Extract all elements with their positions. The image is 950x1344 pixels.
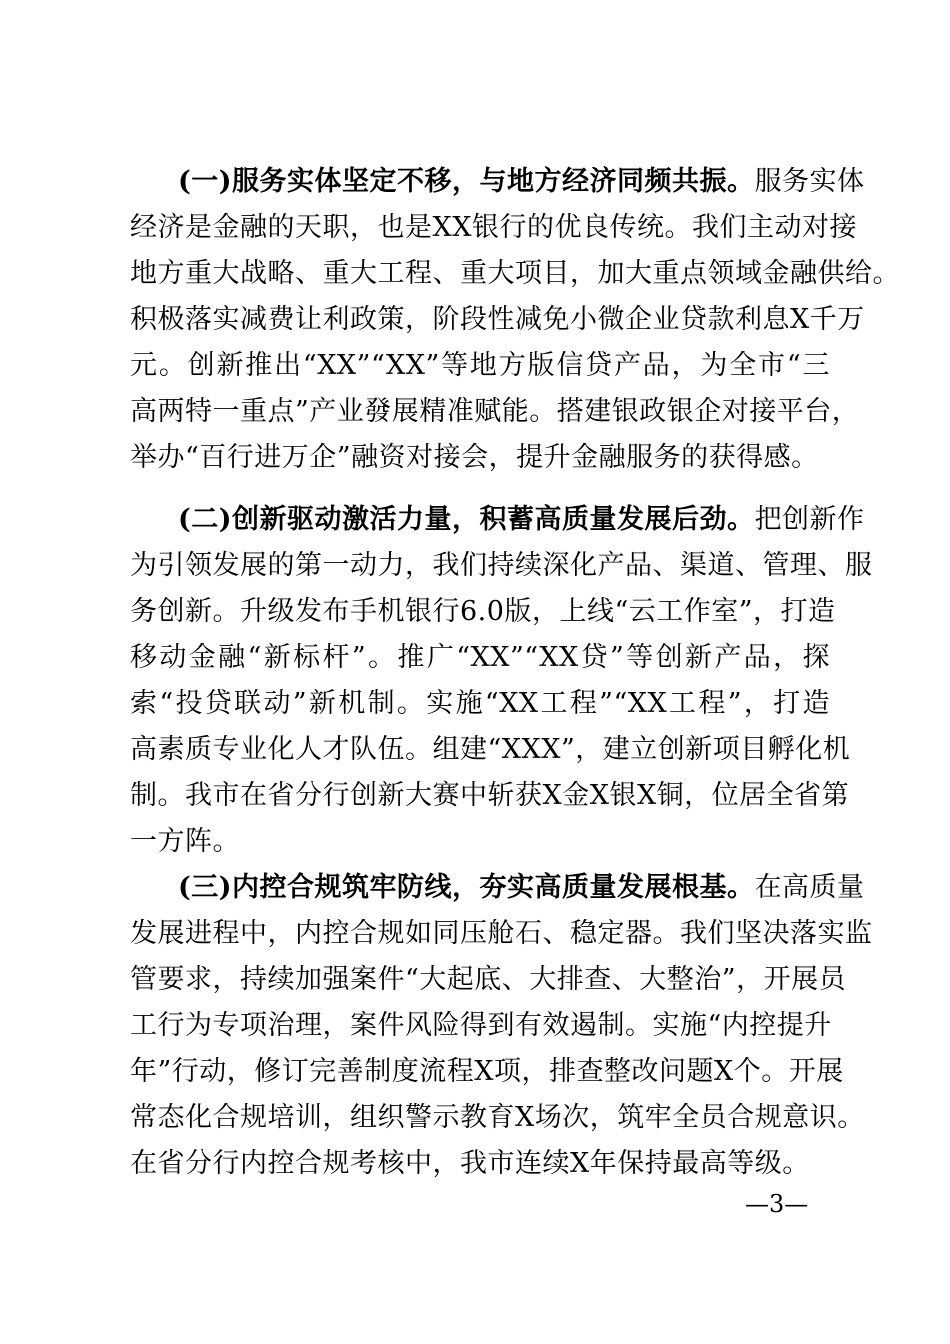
section-text: 服务实体 — [754, 166, 865, 197]
paragraph-line: 一方阵。 — [130, 826, 240, 857]
paragraph-line: 经济是金融的天职，也是XX银行的优良传统。我们主动对接 — [130, 212, 857, 243]
page-number: —3— — [745, 1190, 809, 1218]
paragraph-line: 高素质专业化人才队伍。组建“XXX”，建立创新项目孵化机 — [130, 734, 851, 765]
section-text: 把创新作 — [754, 504, 865, 535]
paragraph-line: 制。我市在省分行创新大赛中斩获X金X银X铜，位居全省第 — [130, 780, 850, 811]
paragraph-line: 工行为专项治理，案件风险得到有效遏制。实施“内控提升 — [130, 1010, 832, 1041]
paragraph-line: 发展进程中，内控合规如同压舱石、稳定器。我们坚决落实监 — [130, 918, 873, 949]
paragraph-line: 举办“百行进万企”融资对接会，提升金融服务的获得感。 — [130, 442, 819, 473]
section-heading: (三)内控合规筑牢防线，夯实高质量发展根基。 — [178, 872, 755, 903]
paragraph-line: 索“投贷联动”新机制。实施“XX工程”“XX工程”，打造 — [130, 688, 830, 719]
paragraph-line: 管要求，持续加强案件“大起底、大排查、大整治”，开展员 — [130, 964, 847, 995]
paragraph-line — [178, 160, 865, 204]
paragraph-line: 年”行动，修订完善制度流程X项，排查整改问题X个。开展 — [130, 1056, 844, 1087]
paragraph-line: 元。创新推出“XX”“XX”等地方版信贷产品，为全市“三 — [130, 350, 830, 381]
paragraph-line: 移动金融“新标杆”。推广“XX”“XX贷”等创新产品，探 — [130, 642, 830, 673]
paragraph-line: 在省分行内控合规考核中，我市连续X年保持最高等级。 — [130, 1148, 810, 1179]
paragraph-line: 高两特一重点”产业發展精准赋能。搭建银政银企对接平台， — [130, 396, 860, 427]
paragraph-line: 常态化合规培训，组织警示教育X场次，筑牢全员合规意识。 — [130, 1102, 865, 1133]
section-heading: (一)服务实体坚定不移，与地方经济同频共振。 — [178, 166, 755, 197]
section-text: 在高质量 — [754, 872, 865, 903]
section-heading: (二)创新驱动激活力量，积蓄高质量发展后劲。 — [178, 504, 755, 535]
paragraph-line — [178, 866, 865, 910]
paragraph-line: 务创新。升级发布手机银行6.0版，上线“云工作室”，打造 — [130, 596, 836, 627]
paragraph-line: 积极落实减费让利政策，阶段性减免小微企业贷款利息X千万 — [130, 304, 865, 335]
paragraph-line: 地方重大战略、重大工程、重大项目，加大重点领域金融供给。 — [130, 258, 900, 289]
paragraph-line — [178, 498, 865, 542]
paragraph-line: 为引领发展的第一动力，我们持续深化产品、渠道、管理、服 — [130, 550, 873, 581]
